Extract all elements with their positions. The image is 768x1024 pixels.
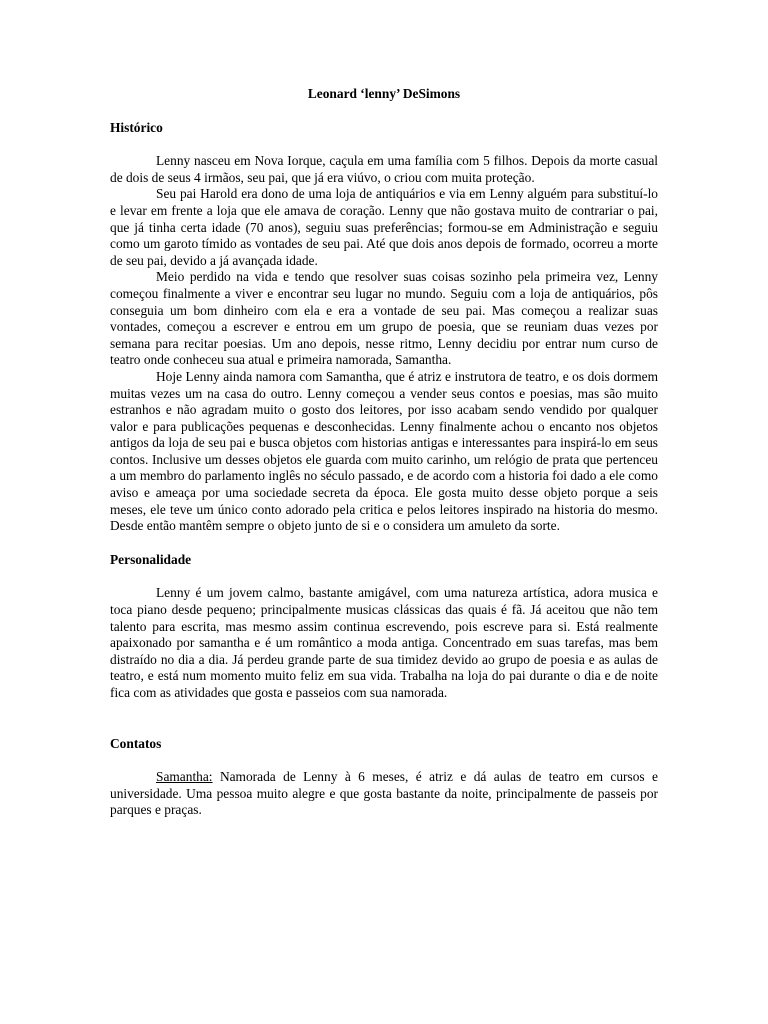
contact-name: Samantha: xyxy=(156,769,213,785)
historico-paragraph-1: Lenny nasceu em Nova Iorque, caçula em uma família com 5 filhos. Depois da morte casual de dois de seus 4 irmãos, seu pai, que já era viúvo, o criou com muita proteção. xyxy=(110,153,658,185)
spacer xyxy=(110,702,658,736)
historico-paragraph-4: Hoje Lenny ainda namora com Samantha, que é atriz e instrutora de teatro, e os dois dormem muitas vezes um na casa do outro. Lenny começou a vender seus contos e poesias, mas são muito estranhos e não agradam muito o gosto dos leitores, por isso acabam sendo vendido por qualquer valor e para publicações pequenas e desconhecidas. Lenny finalmente achou o encanto nos objetos antigos da loja de seu pai e busca objetos com historias antigas e interessantes para inspirá-lo em seus contos. Inclusive um desses objetos ele guarda com muito carinho, um relógio de prata que pertenceu a um membro do parlamento inglês no século passado, e de acordo com a historia foi dado a ele como aviso e ameaça por uma sociedade secreta da época. Ele gosta muito desse objeto porque a seis meses, ele teve um único conto adorado pela critica e pelos leitores inspirado na historia do mesmo. Desde então mantêm sempre o objeto junto de si e o considera um amuleto da sorte. xyxy=(110,368,658,534)
contact-description: Namorada de Lenny à 6 meses, é atriz e dá aulas de teatro em cursos e universidade. Uma pessoa muito alegre e que gosta bastante da noite, principalmente de passeis por parques e praças. xyxy=(110,769,658,818)
document-title: Leonard ‘lenny’ DeSimons xyxy=(307,86,461,101)
contact-entry xyxy=(110,769,658,819)
section-heading-personalidade: Personalidade xyxy=(110,551,192,567)
historico-paragraph-3: Meio perdido na vida e tendo que resolver suas coisas sozinho pela primeira vez, Lenny começou finalmente a viver e encontrar seu lugar no mundo. Seguiu com a loja de antiquários, pôs conseguia um bom dinheiro com ela e era a vontade de seu pai. Mas começou a realizar suas vontades, começou a escrever e entrou em um grupo de poesia, que se reuniam duas vezes por semana para recitar poesias. Um ano depois, nesse ritmo, Lenny decidiu por entrar num curso de teatro onde conheceu sua atual e primeira namorada, Samantha. xyxy=(110,269,658,368)
personalidade-paragraph-1: Lenny é um jovem calmo, bastante amigável, com uma natureza artística, adora musica e toca piano desde pequeno; principalmente musicas clássicas das quais é fã. Já aceitou que não tem talento para escrita, mas mesmo assim continua escrevendo, pois escreve para si. Está realmente apaixonado por samantha e é um romântico a moda antiga. Concentrado em suas tarefas, mas bem distraído no dia a dia. Já perdeu grande parte de sua timidez devido ao grupo de poesia e as aulas de teatro, e está num momento muito feliz em sua vida. Trabalha na loja do pai durante o dia e de noite fica com as atividades que gosta e passeios com sua namorada. xyxy=(110,585,658,700)
document-page xyxy=(110,86,658,819)
section-heading-historico: Histórico xyxy=(110,119,163,135)
section-heading-contatos: Contatos xyxy=(110,735,162,751)
historico-paragraph-2: Seu pai Harold era dono de uma loja de antiquários e via em Lenny alguém para substituí-lo e levar em frente a loja que ele amava de coração. Lenny que não gostava muito de contrariar o pai, que já tinha certa idade (70 anos), seguiu suas preferências; formou-se em Administração e seguiu como um garoto tímido as vontades de seu pai. Até que dois anos depois de formado, ocorreu a morte de seu pai, devido a já avançada idade. xyxy=(110,186,658,268)
spacer xyxy=(110,535,658,552)
